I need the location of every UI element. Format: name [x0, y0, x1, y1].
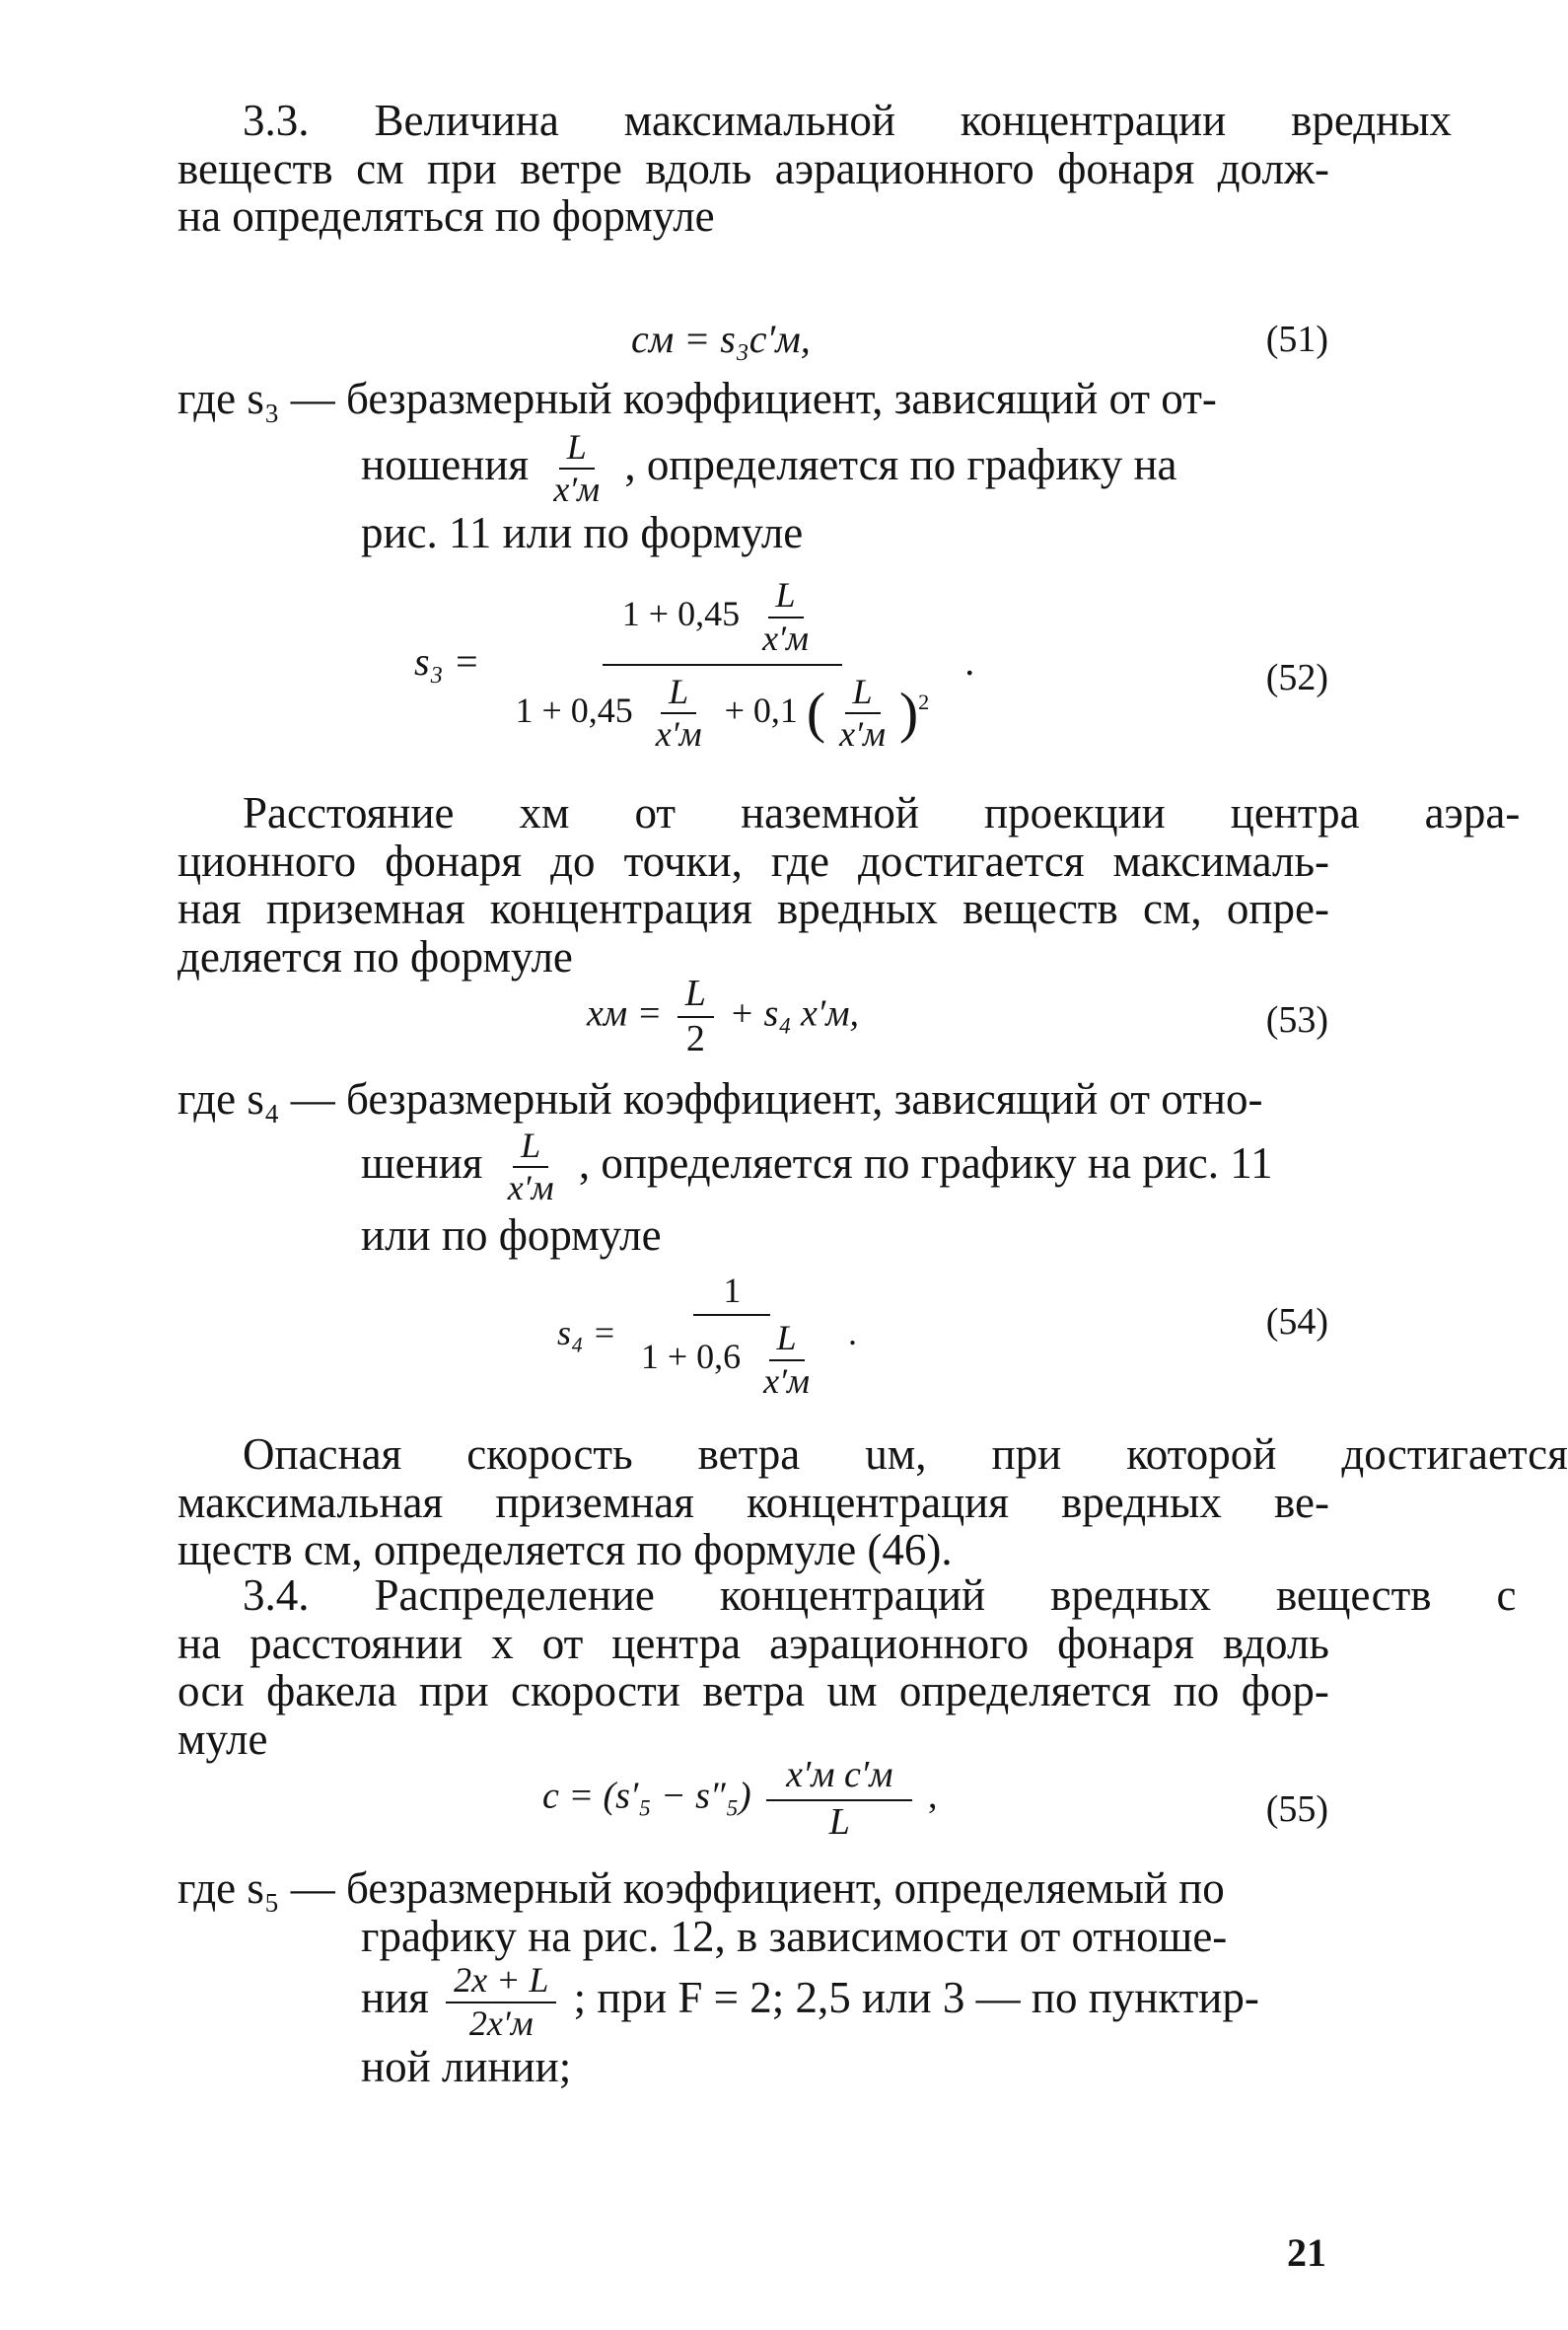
- word: xм: [519, 788, 570, 837]
- where-s5-block: [178, 1864, 1329, 2090]
- word: вредных: [1050, 1570, 1211, 1620]
- where-s3-text1: ношения: [361, 439, 530, 489]
- section-3-4-paragraph: [178, 1570, 1517, 1764]
- word: аэра-: [1424, 788, 1521, 837]
- where-s4-text1: шения: [361, 1137, 483, 1188]
- where-s4-line3: или по формуле: [361, 1210, 662, 1261]
- section-3-3-paragraph: [178, 96, 1452, 241]
- equation-54: s₄ = 1 1 + 0,6 $\frac{L}{x'м}$ .: [557, 1271, 857, 1401]
- word: 3.3.: [243, 96, 310, 145]
- word: достигается: [1341, 1429, 1568, 1479]
- word: опре-: [1226, 884, 1329, 933]
- where-s4-text2: , определяется по графику на рис. 11: [578, 1137, 1273, 1188]
- text-line: [178, 145, 1329, 193]
- word: центра: [611, 1618, 742, 1668]
- equation-lhs: s₄ =: [557, 1312, 616, 1352]
- word: достигается: [857, 836, 1085, 886]
- ratio-fraction: $\frac{L}{x'м}$: [655, 671, 702, 755]
- word: максимальная: [178, 1477, 444, 1527]
- word: вдоль: [1223, 1618, 1329, 1668]
- word: максималь-: [1112, 836, 1329, 886]
- text-line: [178, 837, 1329, 886]
- word: до: [550, 836, 596, 886]
- ratio-fraction: $\frac{L}{2}$: [677, 975, 714, 1059]
- where-s3-lead: где s₃ — безразмерный коэффициент, зависящий от от-: [178, 374, 1217, 423]
- word: uм: [826, 1666, 878, 1715]
- text-line: [178, 788, 1521, 837]
- distance-xm-paragraph: [178, 788, 1521, 982]
- main-fraction: $\frac{\text{x′м c′м}}{L}$: [766, 1756, 912, 1843]
- ratio-fraction: $\frac{L}{x'м}$: [762, 575, 809, 658]
- word: вредных: [1061, 1477, 1222, 1527]
- word: максимальной: [623, 96, 895, 145]
- text-line: [178, 885, 1329, 933]
- word: где: [770, 836, 829, 886]
- word: ветре: [520, 143, 622, 193]
- word: центра: [1230, 788, 1360, 837]
- word: по: [1173, 1666, 1220, 1715]
- word: Величина: [374, 96, 559, 145]
- word: расстоянии: [249, 1618, 463, 1668]
- where-s5-text2: ; при F = 2; 2,5 или 3 — по пунктир-: [573, 1973, 1259, 2023]
- text-line: [178, 96, 1452, 145]
- text-line: [178, 1620, 1329, 1668]
- word: приземная: [495, 1477, 694, 1527]
- word: x: [491, 1618, 514, 1668]
- equation-number-53: (53): [1265, 999, 1328, 1041]
- where-s3-line3: рис. 11 или по формуле: [361, 508, 804, 558]
- word: вредных: [1291, 96, 1452, 145]
- word: которой: [1126, 1429, 1277, 1479]
- text-line: [178, 1570, 1517, 1620]
- where-s4-block: [178, 1075, 1329, 1260]
- ratio-fraction: $\frac{2x + L}{2x'м}$: [446, 1962, 556, 2043]
- word: веществ: [962, 884, 1118, 933]
- equation-52: s₃ = 1 + 0,45 $\frac{L}{x'м}$ 1 + 0,45 $\frac{L}{x'м}$ + 0,1 ( $\frac{L}{x'м}$ )$^2$ .: [414, 575, 975, 755]
- text-line: муле: [178, 1713, 268, 1764]
- word: ветра: [697, 1429, 801, 1479]
- where-s5-line2: графику на рис. 12, в зависимости от отноше-: [361, 1911, 1228, 1961]
- word: ная: [178, 884, 242, 933]
- ratio-fraction: $\frac{L}{x'м}$: [507, 1125, 554, 1208]
- word: cм: [356, 143, 404, 193]
- text-line: деляется по формуле: [178, 931, 573, 982]
- where-s5-text1: ния: [361, 1973, 429, 2023]
- word: точки,: [623, 836, 743, 886]
- word: на: [178, 1618, 222, 1668]
- word: Расстояние: [243, 788, 455, 837]
- equation-number-52: (52): [1265, 657, 1328, 698]
- word: Опасная: [243, 1429, 402, 1479]
- word: скорость: [466, 1429, 633, 1479]
- equation-number-55: (55): [1265, 1788, 1328, 1830]
- word: c: [1496, 1570, 1517, 1620]
- word: от: [634, 788, 677, 837]
- word: веществ: [178, 143, 333, 193]
- word: фонаря: [1057, 1618, 1195, 1668]
- equation-rhs: s₃c′м,: [720, 317, 811, 361]
- equation-53: xм = $\frac{L}{2}$ + s₄ x′м,: [587, 973, 859, 1059]
- where-s3-block: [178, 375, 1329, 557]
- word: вредных: [777, 884, 938, 933]
- text-line: ществ cм, определяется по формуле (46).: [178, 1525, 953, 1574]
- equation-number-54: (54): [1265, 1301, 1328, 1343]
- equation-lhs: s₃ =: [414, 638, 480, 684]
- word: наземной: [741, 788, 920, 837]
- main-fraction: 1 1 + 0,6 $\frac{L}{x'м}$: [631, 1273, 833, 1400]
- text-line: [178, 1479, 1329, 1527]
- where-s4-lead: где s₄ — безразмерный коэффициент, зависящий от отно-: [178, 1074, 1263, 1124]
- equation-lhs: cм: [631, 317, 675, 361]
- word: при: [991, 1429, 1062, 1479]
- word: концентрация: [489, 884, 752, 933]
- word: аэрационного: [774, 143, 1034, 193]
- word: оси: [178, 1666, 245, 1715]
- word: 3.4.: [243, 1570, 310, 1620]
- word: концентрации: [960, 96, 1227, 145]
- equation-number-51: (51): [1265, 319, 1328, 360]
- text-line: на определяться по формуле: [178, 191, 715, 241]
- ratio-fraction: $\frac{L}{x'м}$: [763, 1317, 810, 1401]
- word: cм,: [1142, 884, 1202, 933]
- word: вдоль: [645, 143, 752, 193]
- exponent: 2: [918, 689, 930, 714]
- ratio-fraction: $\frac{L}{x'м}$: [839, 671, 886, 755]
- word: факела: [266, 1666, 397, 1715]
- text-line: [178, 1429, 1568, 1479]
- word: определяется: [898, 1666, 1152, 1715]
- text-line: [178, 1667, 1329, 1715]
- ratio-fraction: $\frac{L}{x'м}$: [553, 426, 601, 510]
- word: фонаря: [1057, 143, 1195, 193]
- word: концентраций: [719, 1570, 986, 1620]
- word: фонаря: [385, 836, 523, 886]
- word: ветра: [702, 1666, 806, 1715]
- word: ве-: [1274, 1477, 1329, 1527]
- word: концентрация: [747, 1477, 1009, 1527]
- word: ционного: [178, 836, 357, 886]
- word: фор-: [1241, 1666, 1329, 1715]
- word: от: [541, 1618, 584, 1668]
- wind-speed-paragraph: [178, 1429, 1568, 1574]
- where-s5-lead: где s₅ — безразмерный коэффициент, определяемый по: [178, 1863, 1225, 1913]
- word: веществ: [1275, 1570, 1432, 1620]
- word: uм,: [865, 1429, 927, 1479]
- page-number: 21: [1287, 2230, 1326, 2275]
- word: скорости: [511, 1666, 680, 1715]
- where-s5-line4: ной линии;: [361, 2041, 572, 2091]
- word: при: [427, 143, 497, 193]
- word: Распределение: [374, 1570, 655, 1620]
- word: аэрационного: [769, 1618, 1030, 1668]
- equation-55: c = (s′₅ − s″₅) $\frac{\text{x′м c′м}}{L}$ ,: [542, 1754, 938, 1843]
- word: проекции: [984, 788, 1166, 837]
- equation-lhs: xм =: [587, 992, 663, 1035]
- main-fraction: 1 + 0,45 $\frac{L}{x'м}$ 1 + 0,45 $\frac{L}{x'м}$ + 0,1 ( $\frac{L}{x'м}$ )$^2$: [515, 575, 930, 755]
- equation-lhs: c = (s′₅ − s″₅): [542, 1775, 751, 1817]
- where-s3-text2: , определяется по графику на: [624, 439, 1177, 489]
- word: долж-: [1217, 143, 1329, 193]
- equation-51: cм = s₃c′м,: [631, 317, 811, 361]
- word: приземная: [266, 884, 465, 933]
- word: при: [418, 1666, 489, 1715]
